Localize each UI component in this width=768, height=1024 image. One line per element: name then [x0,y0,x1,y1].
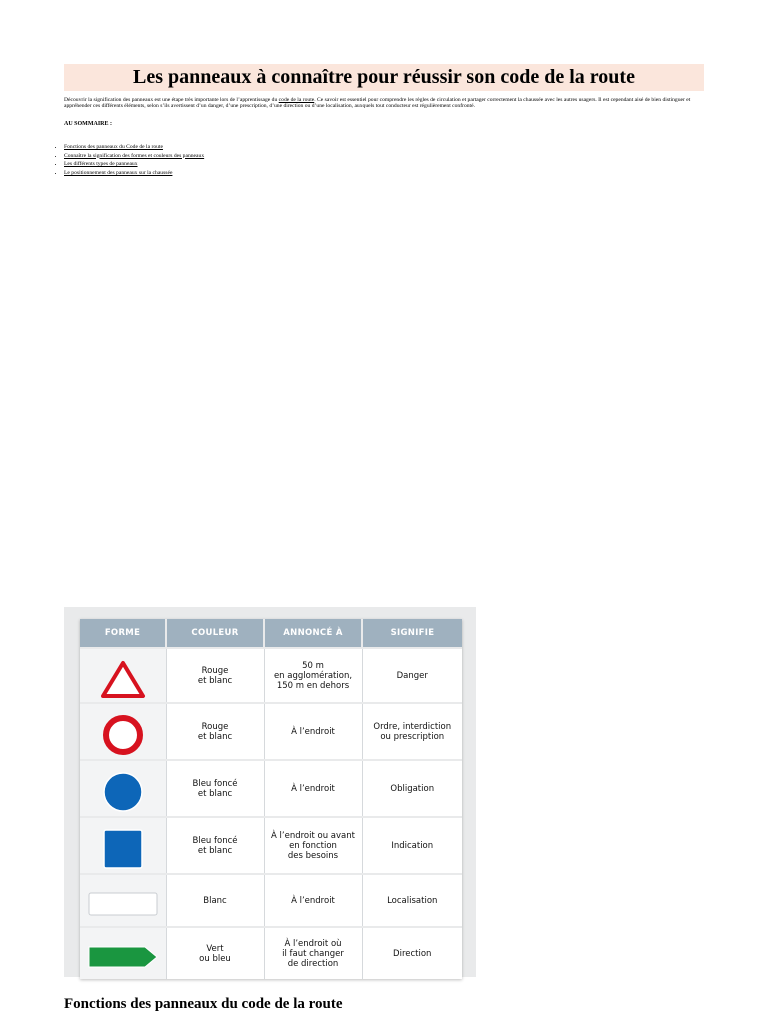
signifie-cell: Ordre, interdiction ou prescription [362,703,462,760]
shape-cell [80,648,166,703]
red-circle-icon [102,714,144,756]
header-annonce: ANNONCÉ À [264,619,362,648]
toc-item [64,160,204,169]
blue-disc-icon [102,771,144,813]
summary-heading: AU SOMMAIRE : [64,121,112,127]
signifie-cell: Direction [362,927,462,979]
annonce-cell: À l’endroit [264,703,362,760]
annonce-cell: 50 m en agglomération, 150 m en dehors [264,648,362,703]
toc-link-types[interactable]: Les différents types de panneaux [64,161,138,168]
table-row [80,874,462,927]
intro-text-end: . Ce savoir est essentiel pour comprendre les règles de circulation et partager correctement la chaussée avec les autres usagers. Il est cependant aisé de bien distinguer et appréhender ces différents éléments, selon s’ils avertissent d’un danger, d’une prescription, d’une direction ou d’une localisation, auxquels tout conducteur est régulièrement confronté. [64,97,691,110]
shape-cell [80,703,166,760]
shape-cell [80,927,166,979]
annonce-cell: À l’endroit [264,874,362,927]
table-header-row [80,619,462,648]
table-row [80,817,462,874]
toc-link-formes-couleurs[interactable]: Connaître la signification des formes et couleurs des panneaux [64,152,205,159]
toc-item [64,169,204,178]
table-row [80,927,462,979]
intro-text-start: Découvrir la signification des panneaux est une étape très importante lors de l’apprentissage du [64,97,279,103]
signifie-cell: Danger [362,648,462,703]
table-row [80,648,462,703]
blue-square-icon [102,828,144,870]
shape-cell [80,760,166,817]
intro-paragraph [64,97,704,110]
page-title: Les panneaux à connaître pour réussir son code de la route [133,66,635,88]
shape-cell [80,874,166,927]
toc-item [64,152,204,161]
header-signifie: SIGNIFIE [362,619,462,648]
annonce-cell: À l’endroit ou avant en fonction des besoins [264,817,362,874]
table-of-contents [45,143,204,177]
header-couleur: COULEUR [166,619,264,648]
green-arrow-icon [87,943,159,971]
couleur-cell: Bleu foncé et blanc [166,760,264,817]
shape-cell [80,817,166,874]
signifie-cell: Obligation [362,760,462,817]
sign-table [80,619,462,979]
red-triangle-icon [100,659,146,699]
table-row [80,760,462,817]
signifie-cell: Localisation [362,874,462,927]
section-heading: Fonctions des panneaux du code de la route [64,996,343,1012]
table-row [80,703,462,760]
toc-link-fonctions[interactable]: Fonctions des panneaux du Code de la route [64,144,163,150]
toc-item [64,143,204,152]
couleur-cell: Bleu foncé et blanc [166,817,264,874]
annonce-cell: À l’endroit où il faut changer de direction [264,927,362,979]
signifie-cell: Indication [362,817,462,874]
couleur-cell: Rouge et blanc [166,648,264,703]
header-forme: FORME [80,619,166,648]
toc-link-positionnement[interactable]: Le positionnement des panneaux sur la chaussée [64,169,173,176]
sign-table-figure [64,607,476,977]
couleur-cell: Vert ou bleu [166,927,264,979]
white-rectangle-icon [87,890,159,918]
couleur-cell: Blanc [166,874,264,927]
annonce-cell: À l’endroit [264,760,362,817]
couleur-cell: Rouge et blanc [166,703,264,760]
code-de-la-route-link[interactable]: code de la route [278,97,315,103]
